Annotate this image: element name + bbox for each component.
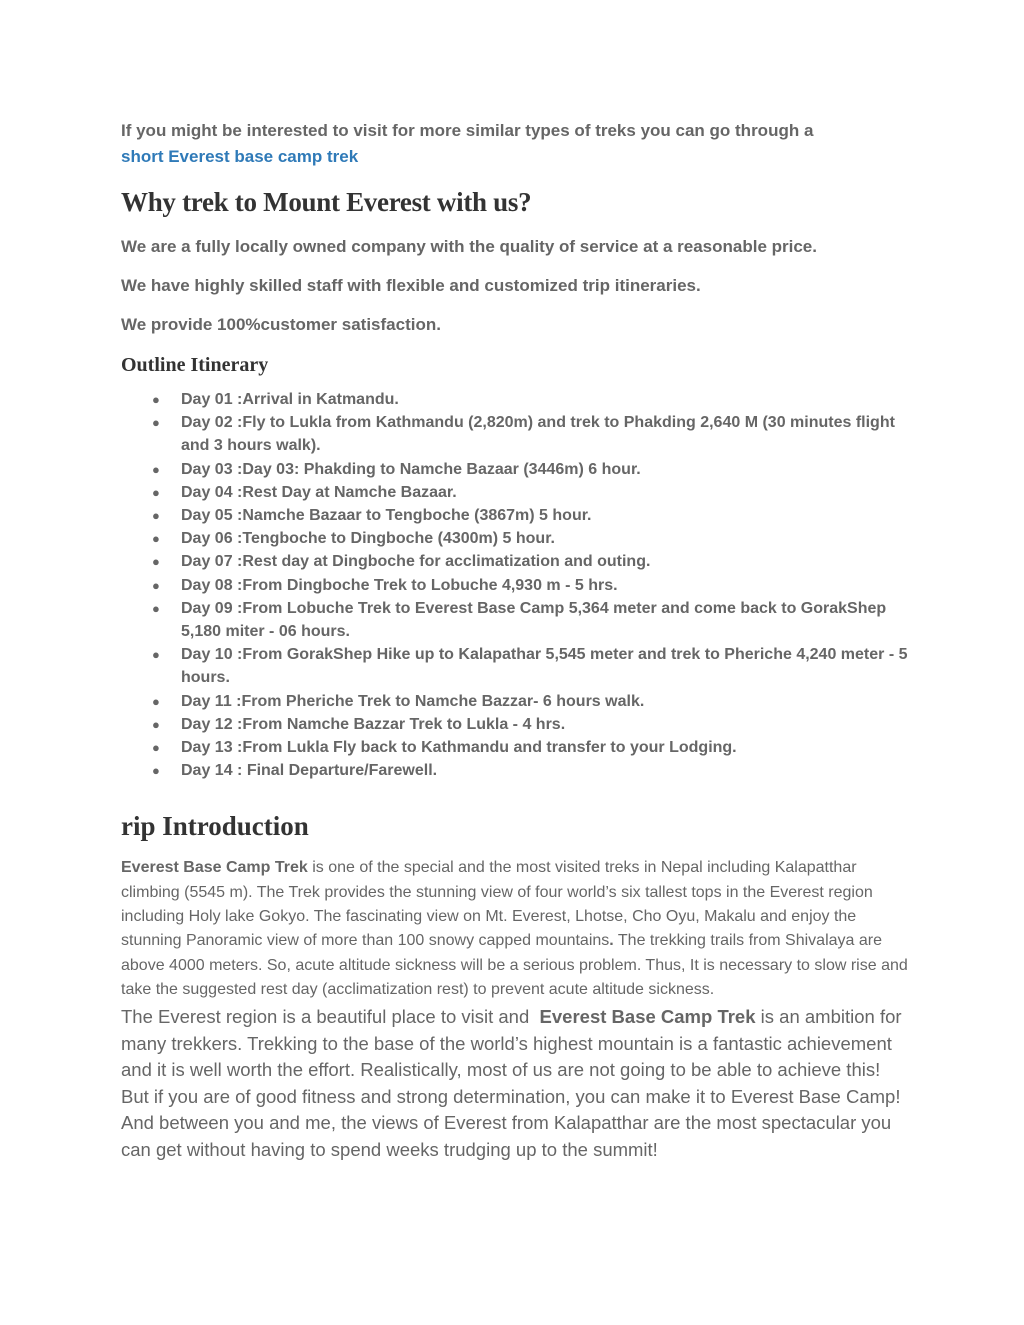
- itinerary-text: Day 14 : Final Departure/Farewell.: [181, 762, 438, 780]
- itinerary-item: [121, 411, 911, 457]
- intro-paragraph-2: [121, 1004, 911, 1163]
- why-point-2: We have highly skilled staff with flexible and customized trip itineraries.: [121, 276, 701, 295]
- bullet-icon: ●: [152, 461, 160, 477]
- itinerary-item: [121, 574, 911, 597]
- why-point-1: We are a fully locally owned company with the quality of service at a reasonable price.: [121, 237, 817, 256]
- itinerary-item: [121, 550, 911, 573]
- p1-text-2: The trekking trails from Shivalaya are above 4000 meters. So, acute altitude sickness will be a serious problem. Thus, It is necessary to slow rise and take the suggested rest day (acclimatization rest) to prevent acute altitude sickness.: [121, 932, 908, 998]
- p2-text-1: The Everest region is a beautiful place to visit and: [121, 1006, 540, 1028]
- itinerary-text: Day 08 :From Dingboche Trek to Lobuche 4,930 m - 5 hrs.: [181, 576, 618, 594]
- bullet-icon: ●: [152, 577, 160, 593]
- bullet-icon: ●: [152, 531, 160, 547]
- itinerary-text: Day 01 :Arrival in Katmandu.: [181, 391, 399, 408]
- itinerary-item: [121, 736, 911, 759]
- itinerary-text: Day 09 :From Lobuche Trek to Everest Base Camp 5,364 meter and come back to GorakShep 5,180 miter - 06 hours.: [181, 599, 887, 641]
- itinerary-text: Day 13 :From Lukla Fly back to Kathmandu and transfer to your Lodging.: [181, 739, 737, 757]
- itinerary-text: Day 10 :From GorakShep Hike up to Kalapathar 5,545 meter and trek to Pheriche 4,240 meter - 5 hours.: [181, 646, 908, 687]
- itinerary-text: Day 07 :Rest day at Dingboche for acclimatization and outing.: [181, 553, 651, 571]
- p1-text: is one of the special and the most visited treks in Nepal including Kalapatthar climbing (5545 m). The Trek provides the stunning view of four world’s six tallest tops in the Everest region including Holy lake Gokyo. The fascinating view on Mt. Everest, Lhotse, Cho Oyu, Makalu and enjoy the stunning Panoramic view of more than 100 snowy capped mountains: [121, 859, 873, 950]
- itinerary-text: Day 11 :From Pheriche Trek to Namche Bazzar- 6 hours walk.: [181, 692, 645, 710]
- itinerary-item: [121, 597, 911, 643]
- bullet-icon: ●: [152, 508, 160, 524]
- itinerary-item: [121, 643, 911, 689]
- itinerary-item: [121, 481, 911, 504]
- trip-introduction-heading: rip Introduction: [121, 811, 309, 842]
- bullet-icon: ●: [152, 484, 160, 500]
- ebc-trek-bold-2: Everest Base Camp Trek: [539, 1006, 756, 1028]
- itinerary-item: [121, 713, 911, 736]
- outline-heading: Outline Itinerary: [121, 354, 269, 376]
- why-heading: Why trek to Mount Everest with us?: [121, 187, 532, 217]
- bullet-icon: ●: [152, 740, 160, 756]
- bullet-icon: ●: [152, 392, 160, 407]
- itinerary-item: [121, 690, 911, 713]
- itinerary-item: [121, 458, 911, 481]
- bullet-icon: ●: [152, 647, 160, 663]
- itinerary-text: Day 05 :Namche Bazaar to Tengboche (3867m) 5 hour.: [181, 507, 592, 525]
- intro-text: If you might be interested to visit for more similar types of treks you can go through a: [121, 121, 814, 140]
- bullet-icon: ●: [152, 693, 160, 709]
- itinerary-text: Day 06 :Tengboche to Dingboche (4300m) 5 hour.: [181, 530, 555, 548]
- ebc-trek-bold: Everest Base Camp Trek: [121, 859, 308, 877]
- itinerary-text: Day 02 :Fly to Lukla from Kathmandu (2,820m) and trek to Phakding 2,640 M (30 minutes flight and 3 hours walk).: [181, 414, 895, 455]
- bullet-icon: ●: [152, 763, 160, 779]
- why-point-3: We provide 100%customer satisfaction.: [121, 315, 441, 334]
- itinerary-item: [121, 388, 911, 411]
- short-everest-trek-link[interactable]: short Everest base camp trek: [121, 147, 359, 166]
- bullet-icon: ●: [152, 415, 160, 431]
- bullet-icon: ●: [152, 600, 160, 616]
- intro-paragraph: [121, 118, 911, 170]
- itinerary-item: [121, 504, 911, 527]
- itinerary-list: [121, 388, 911, 782]
- itinerary-text: Day 03 :Day 03: Phakding to Namche Bazaar (3446m) 6 hour.: [181, 460, 641, 478]
- page-content: [121, 118, 911, 1163]
- p2-text-2: is an ambition for many trekkers. Trekking to the base of the world’s highest mountain is a fantastic achievement and it is well worth the effort. Realistically, most of us are not going to be able to achieve this! But if you are of good fitness and strong determination, you can make it to Everest Base Camp! And between you and me, the views of Everest from Kalapatthar are the most spectacular you can get without having to spend weeks trudging up to the summit!: [121, 1006, 902, 1160]
- intro-paragraph-1: [121, 856, 911, 1002]
- p1-dot: .: [609, 932, 614, 950]
- itinerary-item: [121, 527, 911, 550]
- bullet-icon: ●: [152, 554, 160, 570]
- itinerary-item: [121, 759, 911, 782]
- itinerary-text: Day 12 :From Namche Bazzar Trek to Lukla - 4 hrs.: [181, 715, 566, 733]
- bullet-icon: ●: [152, 716, 160, 732]
- itinerary-text: Day 04 :Rest Day at Namche Bazaar.: [181, 483, 457, 501]
